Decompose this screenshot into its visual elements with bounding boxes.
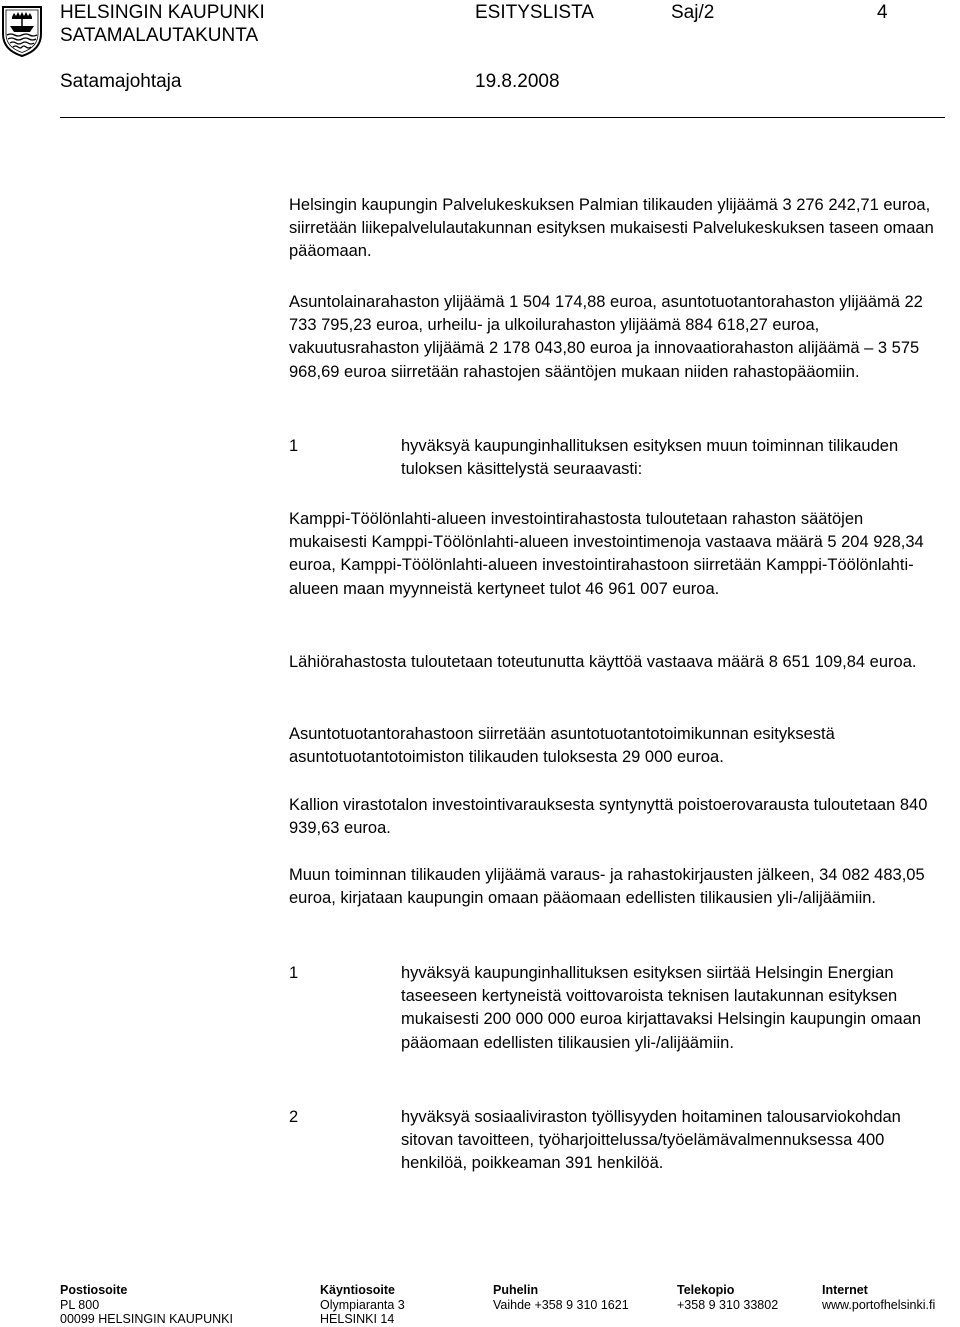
footer-postal-address <box>60 1283 233 1327</box>
footer-heading: Telekopio <box>677 1283 735 1297</box>
paragraph-text: Helsingin kaupungin Palvelukeskuksen Palmian tilikauden ylijäämä 3 276 242,71 euroa, siirretään liikepalvelulautakunnan esityksen mukaisesti Palvelukeskuksen taseen omaan pääomaan. <box>289 196 934 261</box>
document-reference: Saj/2 <box>671 2 715 23</box>
item-number: 2 <box>289 1108 299 1126</box>
footer-heading: Postiosoite <box>60 1283 128 1297</box>
meeting-date: 19.8.2008 <box>475 71 560 92</box>
paragraph-text: Kallion virastotalon investointivarauksesta syntynyttä poistoerovarausta tuloutetaan 840 939,63 euroa. <box>289 796 928 838</box>
footer-phone <box>493 1283 629 1312</box>
footer-fax <box>677 1283 778 1312</box>
paragraph-text: Asuntotuotantorahastoon siirretään asuntotuotantotoimikunnan esityksestä asuntotuotantotoimiston tilikauden tuloksesta 29 000 euroa. <box>289 725 835 767</box>
item-text: hyväksyä sosiaaliviraston työllisyyden hoitaminen talousarviokohdan sitovan tavoitteen, työharjoittelussa/työelämävalmennuksessa 400 henkilöä, poikkeaman 391 henkilöä. <box>401 1108 901 1173</box>
item-text: hyväksyä kaupunginhallituksen esityksen siirtää Helsingin Energian taseeseen kertyneistä voittovaroista teknisen lautakunnan esityksen mukaisesti 200 000 000 euroa kirjattavaksi Helsingin kaupungin omaan pääomaan edellisten tilikausien yli-/alijäämiin. <box>401 964 922 1052</box>
footer-value: Vaihde +358 9 310 1621 <box>493 1297 629 1312</box>
committee-name: SATAMALAUTAKUNTA <box>60 25 259 46</box>
organization-name: HELSINGIN KAUPUNKI <box>60 2 265 23</box>
paragraph-text: Muun toiminnan tilikauden ylijäämä varaus- ja rahastokirjausten jälkeen, 34 082 483,05 euroa, kirjataan kaupungin omaan pääomaan edellisten tilikausien yli-/alijäämiin. <box>289 866 925 908</box>
footer-heading: Puhelin <box>493 1283 539 1297</box>
paragraph-kallio <box>289 794 939 840</box>
footer-value: 00099 HELSINGIN KAUPUNKI <box>60 1312 233 1327</box>
footer-visiting-address <box>320 1283 405 1327</box>
paragraph-text: Asuntolainarahaston ylijäämä 1 504 174,88 euroa, asuntotuotantorahaston ylijäämä 22 733 795,23 euroa, urheilu- ja ulkoilurahaston ylijäämä 884 618,27 euroa, vakuutusrahaston ylijäämä 2 178 043,80 euroa ja innovaatiorahaston alijäämä – 3 575 968,69 euroa siirretään rahastojen sääntöjen mukaan niiden rahastopääomiin. <box>289 293 923 381</box>
footer-heading: Internet <box>822 1283 868 1297</box>
paragraph-funds <box>289 291 939 384</box>
footer-website-link[interactable]: www.portofhelsinki.fi <box>822 1297 936 1312</box>
paragraph-palmia <box>289 194 939 264</box>
footer-internet <box>822 1283 935 1312</box>
paragraph-kamppi <box>289 508 939 601</box>
footer-value: +358 9 310 33802 <box>677 1297 779 1312</box>
document-type: ESITYSLISTA <box>475 2 594 23</box>
footer-heading: Käyntiosoite <box>320 1283 396 1297</box>
paragraph-lahio <box>289 651 939 674</box>
item-number: 1 <box>289 964 299 982</box>
paragraph-text: Kamppi-Töölönlahti-alueen investointirahastosta tuloutetaan rahaston säätöjen mukaisesti Kamppi-Töölönlahti-alueen investointimenoja vastaava määrä 5 204 928,34 euroa, Kamppi-Töölönlahti-alueen investointirahastoon siirretään Kamppi-Töölönlahti-alueen maan myynneistä kertyneet tulot 46 961 007 euroa. <box>289 510 924 598</box>
paragraph-text: Lähiörahastosta tuloutetaan toteutunutta käyttöä vastaava määrä 8 651 109,84 euroa. <box>289 653 917 671</box>
footer-value: Olympiaranta 3 <box>320 1297 405 1312</box>
footer-value: HELSINKI 14 <box>320 1312 395 1327</box>
presenter: Satamajohtaja <box>60 71 182 92</box>
item-number: 1 <box>289 437 299 455</box>
item-text: hyväksyä kaupunginhallituksen esityksen muun toiminnan tilikauden tuloksen käsittelystä seuraavasti: <box>401 437 899 479</box>
header-divider <box>60 117 945 118</box>
page-number: 4 <box>877 2 888 23</box>
footer-value: PL 800 <box>60 1297 100 1312</box>
paragraph-asuntotuotanto <box>289 723 939 769</box>
helsinki-crest-icon <box>0 4 44 58</box>
paragraph-surplus <box>289 864 939 910</box>
